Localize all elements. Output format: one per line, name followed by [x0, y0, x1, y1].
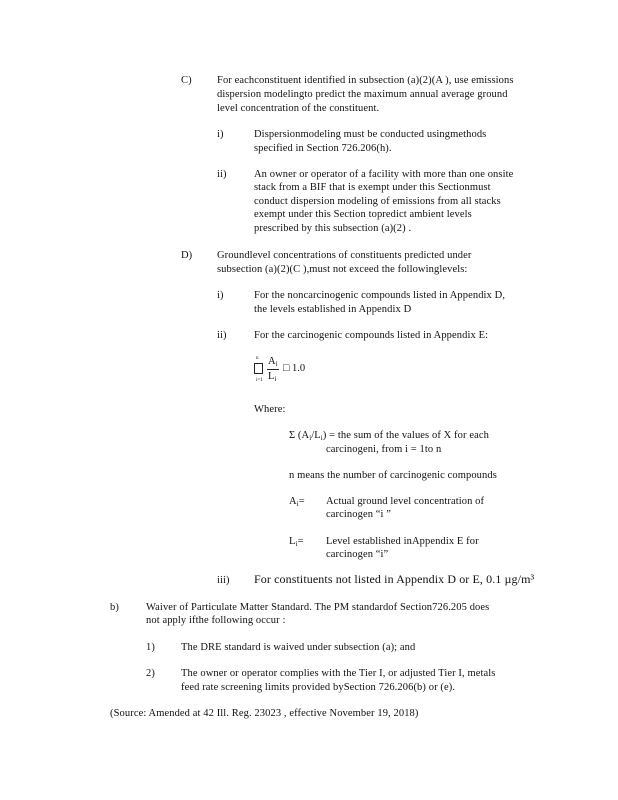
definition-a-line: Actual ground level concentration of	[326, 496, 485, 507]
item-label-C-ii: ii)	[217, 169, 227, 180]
item-label-b-1: 1)	[146, 642, 155, 653]
paragraph-line: the levels established in Appendix D	[254, 304, 412, 315]
paragraph-line: stack from a BIF that is exempt under this Sectionmust	[254, 182, 491, 193]
item-label-C: C)	[181, 75, 192, 86]
paragraph-line: The DRE standard is waived under subsection (a); and	[181, 642, 416, 653]
paragraph-line: exempt under this Section topredict ambient levels	[254, 209, 472, 220]
formula-lower-limit: i=1	[256, 378, 263, 383]
definition-l-line: carcinogen “i”	[326, 549, 389, 560]
paragraph-line: not apply ifthe following occur :	[146, 615, 286, 626]
formula-numerator: $A_i$	[268, 356, 278, 368]
summation-symbol	[254, 363, 263, 374]
paragraph-line: Groundlevel concentrations of constituents predicted under	[217, 250, 472, 261]
formula-denominator: $L_i$	[268, 371, 277, 383]
definition-a-term: $A_i=$	[289, 496, 305, 508]
definition-l-line: Level established inAppendix E for	[326, 536, 479, 547]
definition-sum: Σ $(A_i/L_i)$ = the sum of the values of X for each	[289, 430, 489, 442]
paragraph-line: specified in Section 726.206(h).	[254, 143, 392, 154]
paragraph-line: For eachconstituent identified in subsection (a)(2)(A ), use emissions	[217, 75, 514, 86]
paragraph-line: For the carcinogenic compounds listed in Appendix E:	[254, 330, 489, 341]
paragraph-line: level concentration of the constituent.	[217, 103, 380, 114]
paragraph-line: Dispersionmodeling must be conducted usingmethods	[254, 129, 487, 140]
item-label-b: b)	[110, 602, 119, 613]
item-label-D-i: i)	[217, 290, 224, 301]
source-note: (Source: Amended at 42 Ill. Reg. 23023 , effective November 19, 2018)	[110, 708, 419, 719]
item-label-D: D)	[181, 250, 193, 261]
paragraph-line: feed rate screening limits provided bySection 726.206(b) or (e).	[181, 682, 456, 693]
summation-formula	[254, 356, 314, 386]
item-label-D-ii: ii)	[217, 330, 227, 341]
paragraph-line: The owner or operator complies with the Tier I, or adjusted Tier I, metals	[181, 668, 496, 679]
fraction-bar	[267, 369, 279, 370]
paragraph-line: For constituents not listed in Appendix D or E, 0.1 µg/m³	[254, 572, 535, 586]
where-label: Where:	[254, 404, 286, 415]
item-label-C-i: i)	[217, 129, 224, 140]
item-label-b-2: 2)	[146, 668, 155, 679]
paragraph-line: subsection (a)(2)(C ),must not exceed the followinglevels:	[217, 264, 468, 275]
item-label-D-iii: iii)	[217, 575, 230, 586]
paragraph-line: conduct dispersion modeling of emissions from all stacks	[254, 196, 501, 207]
paragraph-line: prescribed by this subsection (a)(2) .	[254, 223, 412, 234]
definition-a-line: carcinogen “i ”	[326, 509, 392, 520]
paragraph-line: For the noncarcinogenic compounds listed in Appendix D,	[254, 290, 506, 301]
paragraph-line: dispersion modelingto predict the maximum annual average ground	[217, 89, 508, 100]
formula-rhs: □ 1.0	[283, 363, 306, 374]
definition-sum-line2: carcinogeni, from i = 1to n	[326, 444, 442, 455]
paragraph-line: An owner or operator of a facility with more than one onsite	[254, 169, 514, 180]
formula-upper-limit: n	[256, 356, 259, 361]
definition-n: n means the number of carcinogenic compounds	[289, 470, 497, 481]
definition-l-term: $L_i=$	[289, 536, 304, 548]
paragraph-line: Waiver of Particulate Matter Standard. The PM standardof Section726.205 does	[146, 602, 490, 613]
